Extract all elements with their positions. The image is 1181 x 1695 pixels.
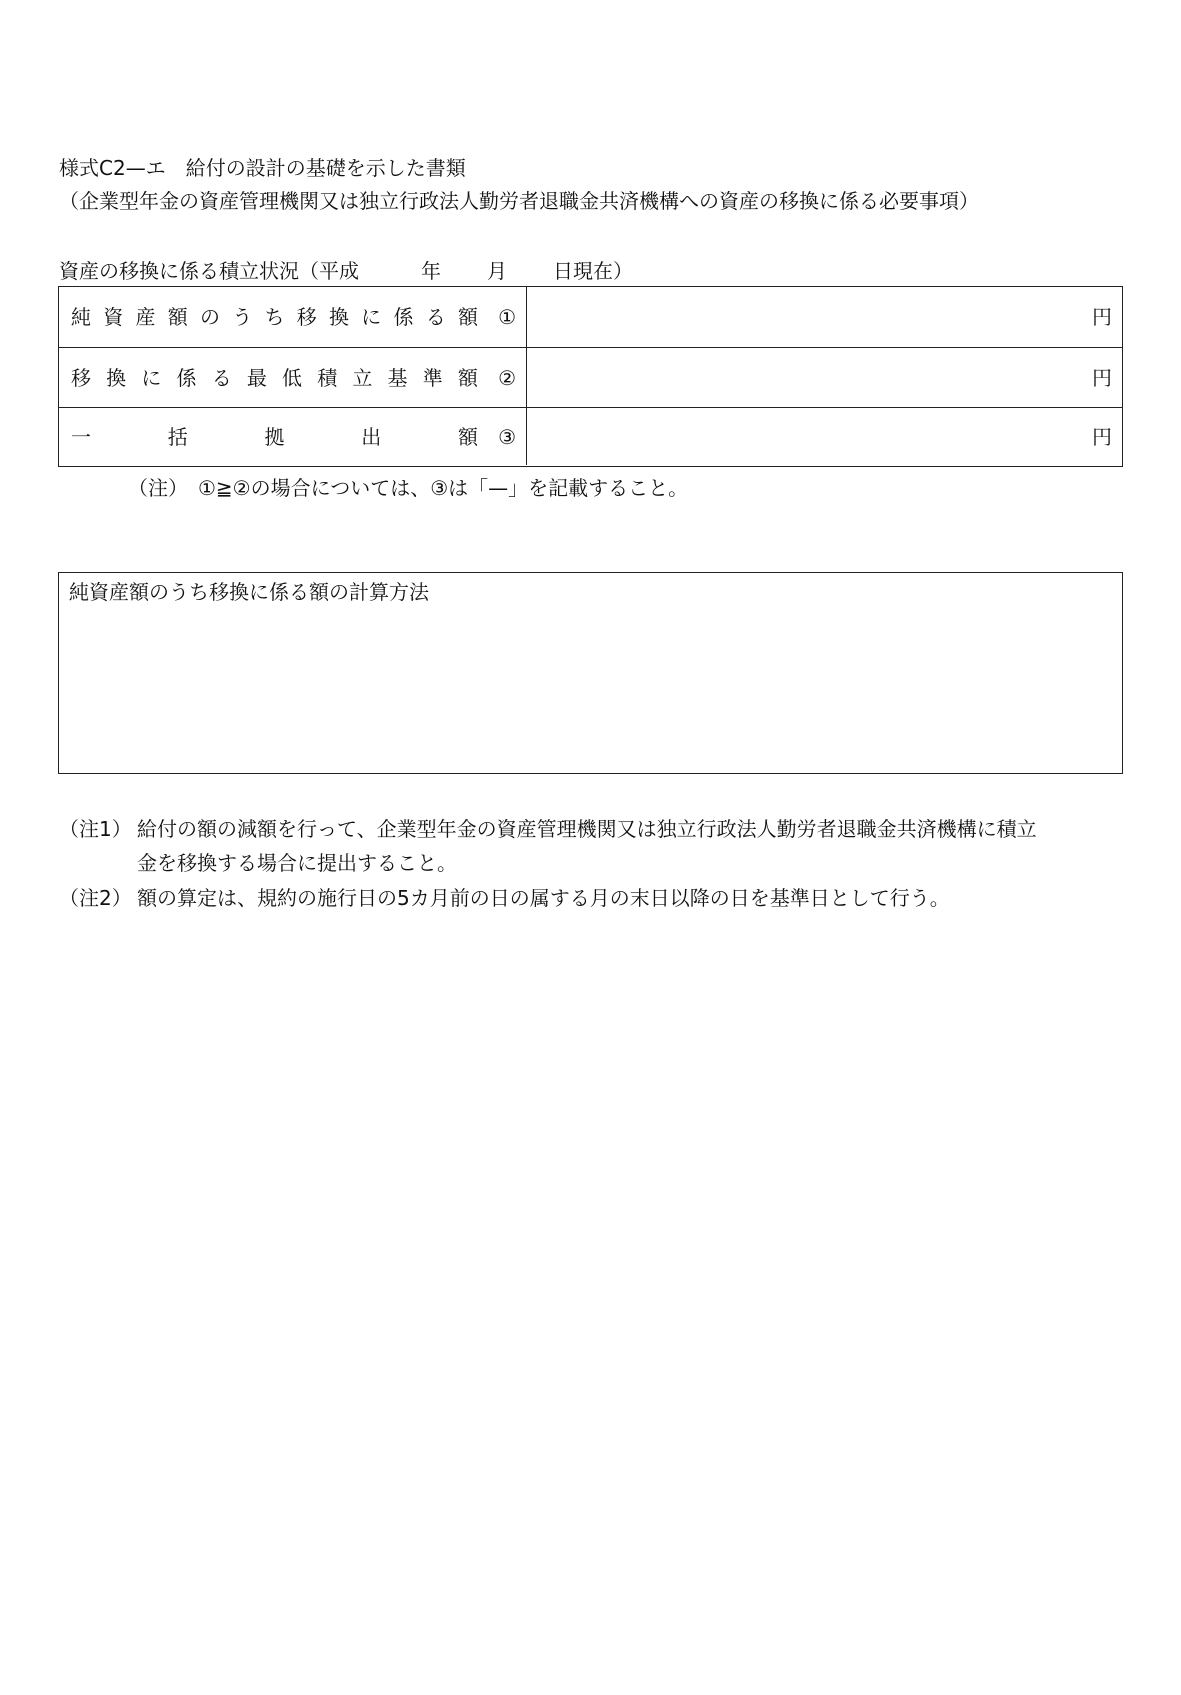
footnote-1-label: （注1） (59, 817, 132, 841)
amount-input-3[interactable] (527, 408, 1122, 465)
table-note: （注） ①≧②の場合については、③は「—」を記載すること。 (128, 476, 689, 500)
calculation-method-box[interactable] (58, 572, 1123, 774)
calculation-method-title: 純資産額のうち移換に係る額の計算方法 (69, 580, 429, 604)
footnote-1-text: 給付の額の減額を行って、企業型年金の資産管理機関又は独立行政法人勤労者退職金共済機構に積立 (137, 817, 1037, 841)
form-title: 様式C2—エ 給付の設計の基礎を示した書類 (59, 156, 466, 180)
table-row (59, 407, 1122, 465)
row-label-text: 移 換 に 係 る 最 低 積 立 基 準 額 (71, 365, 478, 390)
footnote-1-text-continued: 金を移換する場合に提出すること。 (137, 851, 457, 875)
amount-input-1[interactable] (527, 287, 1122, 347)
footnote-2-label: （注2） (59, 886, 132, 910)
footnote-2-text: 額の算定は、規約の施行日の5カ月前の日の属する月の末日以降の日を基準日として行う。 (137, 886, 950, 910)
row-marker: ① (498, 305, 516, 329)
row-label-net-asset-transfer (59, 287, 527, 347)
row-label-text: 一 括 拠 出 額 (71, 424, 478, 449)
table-row (59, 347, 1122, 407)
status-heading-month: 月 (487, 259, 507, 283)
table-row (59, 287, 1122, 347)
amount-table (58, 286, 1123, 467)
status-heading-prefix: 資産の移換に係る積立状況（平成 (59, 259, 359, 283)
row-label-lump-sum-contribution (59, 408, 527, 465)
row-marker: ③ (498, 424, 516, 449)
row-marker: ② (498, 365, 516, 390)
row-label-min-reserve-standard (59, 348, 527, 407)
row-label-text: 純 資 産 額 の う ち 移 換 に 係 る 額 (71, 305, 478, 329)
status-heading-day: 日現在） (553, 259, 633, 283)
form-subtitle: （企業型年金の資産管理機関又は独立行政法人勤労者退職金共済機構への資産の移換に係る必要事項） (59, 189, 979, 213)
yen-unit: 円 (1092, 424, 1112, 449)
yen-unit: 円 (1092, 305, 1112, 329)
yen-unit: 円 (1092, 365, 1112, 390)
amount-input-2[interactable] (527, 348, 1122, 407)
status-heading-year: 年 (421, 259, 441, 283)
